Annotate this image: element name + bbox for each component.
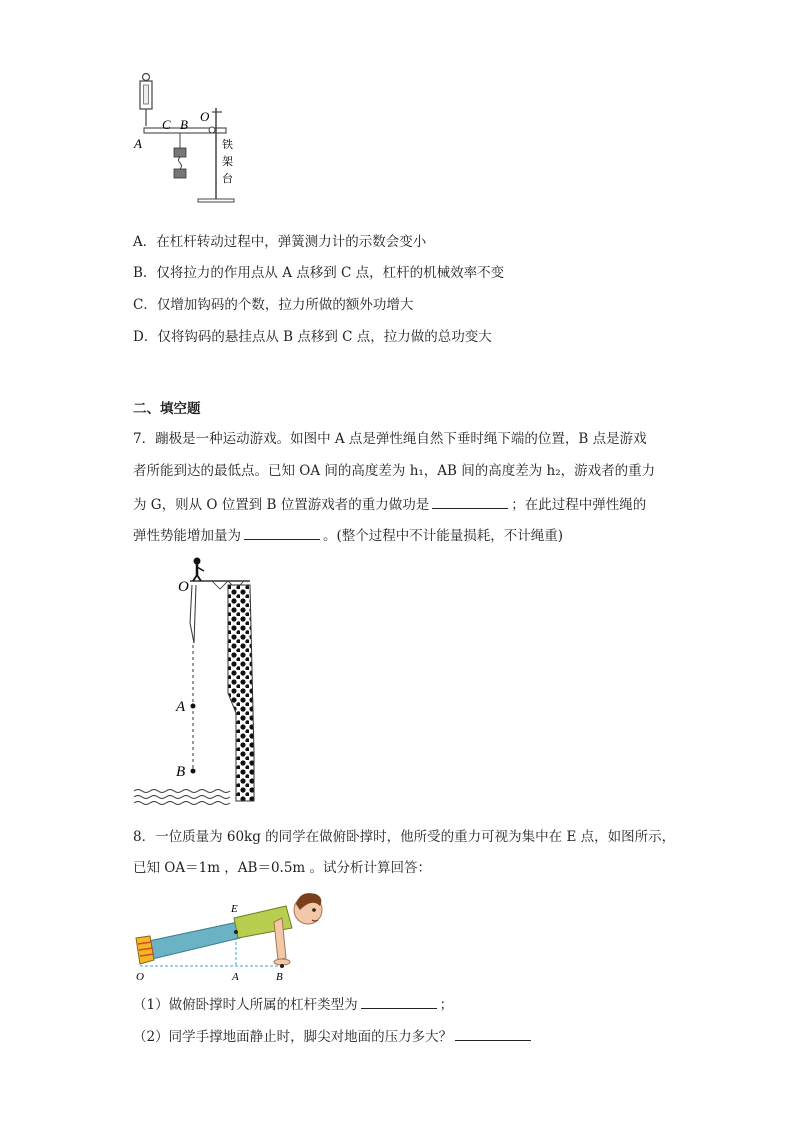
option-a: A．在杠杆转动过程中，弹簧测力计的示数会变小 <box>133 234 427 250</box>
q7-blank-2[interactable] <box>244 525 320 540</box>
q7-line3: 为 G，则从 O 位置到 B 位置游戏者的重力做功是 ；在此过程中弹性绳的 <box>133 494 646 514</box>
pushup-label-B: B <box>276 971 283 983</box>
bungee-label-A: A <box>176 699 186 715</box>
option-c: C．仅增加钩码的个数，拉力所做的额外功增大 <box>133 297 414 313</box>
q7-line2: 者所能到达的最低点。已知 OA 间的高度差为 h₁，AB 间的高度差为 h₂，游戏者的重力 <box>133 463 656 479</box>
lever-figure <box>128 68 268 208</box>
label-C: C <box>162 117 171 132</box>
option-d: D．仅将钩码的悬挂点从 B 点移到 C 点，拉力做的总功变大 <box>133 329 492 345</box>
q8-sub2: （2）同学手撑地面静止时，脚尖对地面的压力多大？ <box>133 1026 534 1046</box>
label-A: A <box>134 136 142 151</box>
q8-line2: 已知 OA＝1m ，AB＝0.5m 。试分析计算回答： <box>133 860 432 876</box>
label-O: O <box>200 109 210 124</box>
bungee-figure <box>132 553 262 813</box>
q7-line1: 7．蹦极是一种运动游戏。如图中 A 点是弹性绳自然下垂时绳下端的位置，B 点是游戏 <box>133 431 647 447</box>
q7-blank-1[interactable] <box>432 494 508 509</box>
pushup-figure <box>130 880 330 984</box>
q7-line4: 弹性势能增加量为 。(整个过程中不计能量损耗，不计绳重) <box>133 525 563 545</box>
q8-sub1: （1）做俯卧撑时人所属的杠杆类型为 ； <box>133 994 453 1014</box>
bungee-label-O: O <box>178 579 189 595</box>
q8-blank-1[interactable] <box>361 994 437 1009</box>
pushup-label-O: O <box>136 971 144 983</box>
option-b: B．仅将拉力的作用点从 A 点移到 C 点，杠杆的机械效率不变 <box>133 265 505 281</box>
stand-label-3: 台 <box>222 172 233 185</box>
stand-label-2: 架 <box>222 155 233 168</box>
q8-blank-2[interactable] <box>455 1026 531 1041</box>
stand-label-1: 铁 <box>222 138 233 151</box>
label-B: B <box>180 117 188 132</box>
q8-line1: 8．一位质量为 60kg 的同学在做俯卧撑时，他所受的重力可视为集中在 E 点，如图所示， <box>133 829 676 845</box>
pushup-label-A: A <box>232 971 239 983</box>
bungee-label-B: B <box>176 764 186 780</box>
section-title: 二、填空题 <box>133 401 201 417</box>
pushup-label-E: E <box>231 903 238 915</box>
